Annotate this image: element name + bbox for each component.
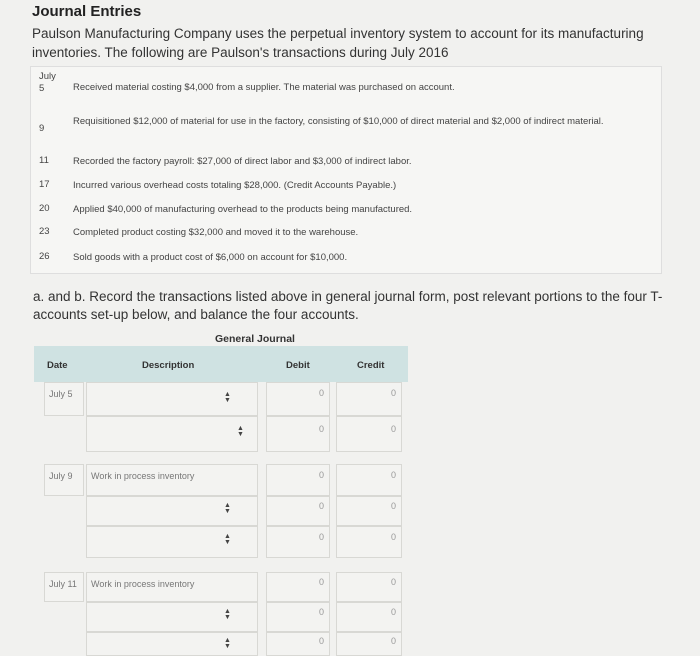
credit-input[interactable] [336, 416, 402, 452]
header-debit: Debit [286, 360, 310, 371]
debit-value: 0 [318, 470, 324, 480]
transaction-description: Recorded the factory payroll: $27,000 of direct labor and $3,000 of indirect labor. [73, 156, 412, 167]
credit-value: 0 [390, 470, 396, 480]
select-arrows-icon[interactable]: ▲ ▼ [224, 608, 231, 621]
transaction-date: 9 [39, 123, 45, 134]
debit-value: 0 [318, 424, 324, 434]
header-credit: Credit [357, 360, 385, 371]
credit-value: 0 [390, 388, 396, 398]
debit-value: 0 [318, 636, 324, 646]
credit-input[interactable] [336, 526, 402, 558]
debit-input[interactable] [266, 416, 330, 452]
row-spacer [44, 558, 402, 572]
header-date: Date [47, 360, 68, 371]
select-arrows-icon[interactable]: ▲ ▼ [224, 533, 231, 546]
credit-input[interactable] [336, 464, 402, 496]
journal-grid [34, 382, 408, 656]
transaction-description: Requisitioned $12,000 of material for use in the factory, consisting of $10,000 of direct material and $2,000 of indirect material. [73, 116, 604, 127]
credit-value: 0 [390, 501, 396, 511]
debit-input[interactable] [266, 464, 330, 496]
account-select[interactable] [86, 526, 258, 558]
date-input[interactable]: July 9 [44, 464, 84, 496]
credit-value: 0 [390, 577, 396, 587]
date-input[interactable]: July 11 [44, 572, 84, 602]
account-select[interactable] [86, 632, 258, 656]
transaction-date: 20 [39, 203, 50, 214]
account-select[interactable] [86, 496, 258, 526]
transaction-description: Completed product costing $32,000 and moved it to the warehouse. [73, 227, 359, 238]
journal-header [34, 346, 408, 382]
debit-value: 0 [318, 501, 324, 511]
debit-input[interactable] [266, 526, 330, 558]
select-arrows-icon[interactable]: ▲ ▼ [224, 637, 231, 650]
credit-value: 0 [390, 424, 396, 434]
debit-value: 0 [318, 607, 324, 617]
transaction-date: July 5 [39, 71, 56, 94]
intro-text: Paulson Manufacturing Company uses the perpetual inventory system to account for its manufacturing inventories. The following are Paulson's transactions during July 2016 [32, 26, 644, 60]
select-arrows-icon[interactable]: ▲ ▼ [237, 425, 244, 438]
transaction-date: 26 [39, 251, 50, 262]
credit-value: 0 [390, 636, 396, 646]
date-input[interactable]: July 5 [44, 382, 84, 416]
header-description: Description [142, 360, 195, 371]
page-title: Journal Entries [32, 3, 142, 20]
row-spacer [44, 452, 402, 464]
instructions-text: a. and b. Record the transactions listed above in general journal form, post relevant portions to the four T-accounts set-up below, and balance the four accounts. [33, 289, 663, 322]
transaction-date: 23 [39, 226, 50, 237]
transaction-description: Incurred various overhead costs totaling $28,000. (Credit Accounts Payable.) [73, 180, 397, 191]
account-select[interactable] [86, 382, 258, 416]
transaction-date: 17 [39, 179, 50, 190]
account-select[interactable]: Work in process inventory [86, 572, 258, 602]
select-arrows-icon[interactable]: ▲ ▼ [224, 391, 231, 404]
select-arrows-icon[interactable]: ▲ ▼ [224, 502, 231, 515]
account-select[interactable] [86, 416, 258, 452]
credit-value: 0 [390, 532, 396, 542]
debit-value: 0 [318, 577, 324, 587]
debit-value: 0 [318, 532, 324, 542]
account-select[interactable]: Work in process inventory [86, 464, 258, 496]
transaction-description: Applied $40,000 of manufacturing overhead to the products being manufactured. [73, 204, 413, 215]
transaction-description: Sold goods with a product cost of $6,000 on account for $10,000. [73, 252, 348, 263]
credit-value: 0 [390, 607, 396, 617]
transaction-date: 11 [39, 155, 49, 166]
journal-title: General Journal [215, 333, 295, 345]
transactions-box [30, 66, 662, 274]
transaction-description: Received material costing $4,000 from a supplier. The material was purchased on account. [73, 82, 455, 93]
account-select[interactable] [86, 602, 258, 632]
debit-value: 0 [318, 388, 324, 398]
